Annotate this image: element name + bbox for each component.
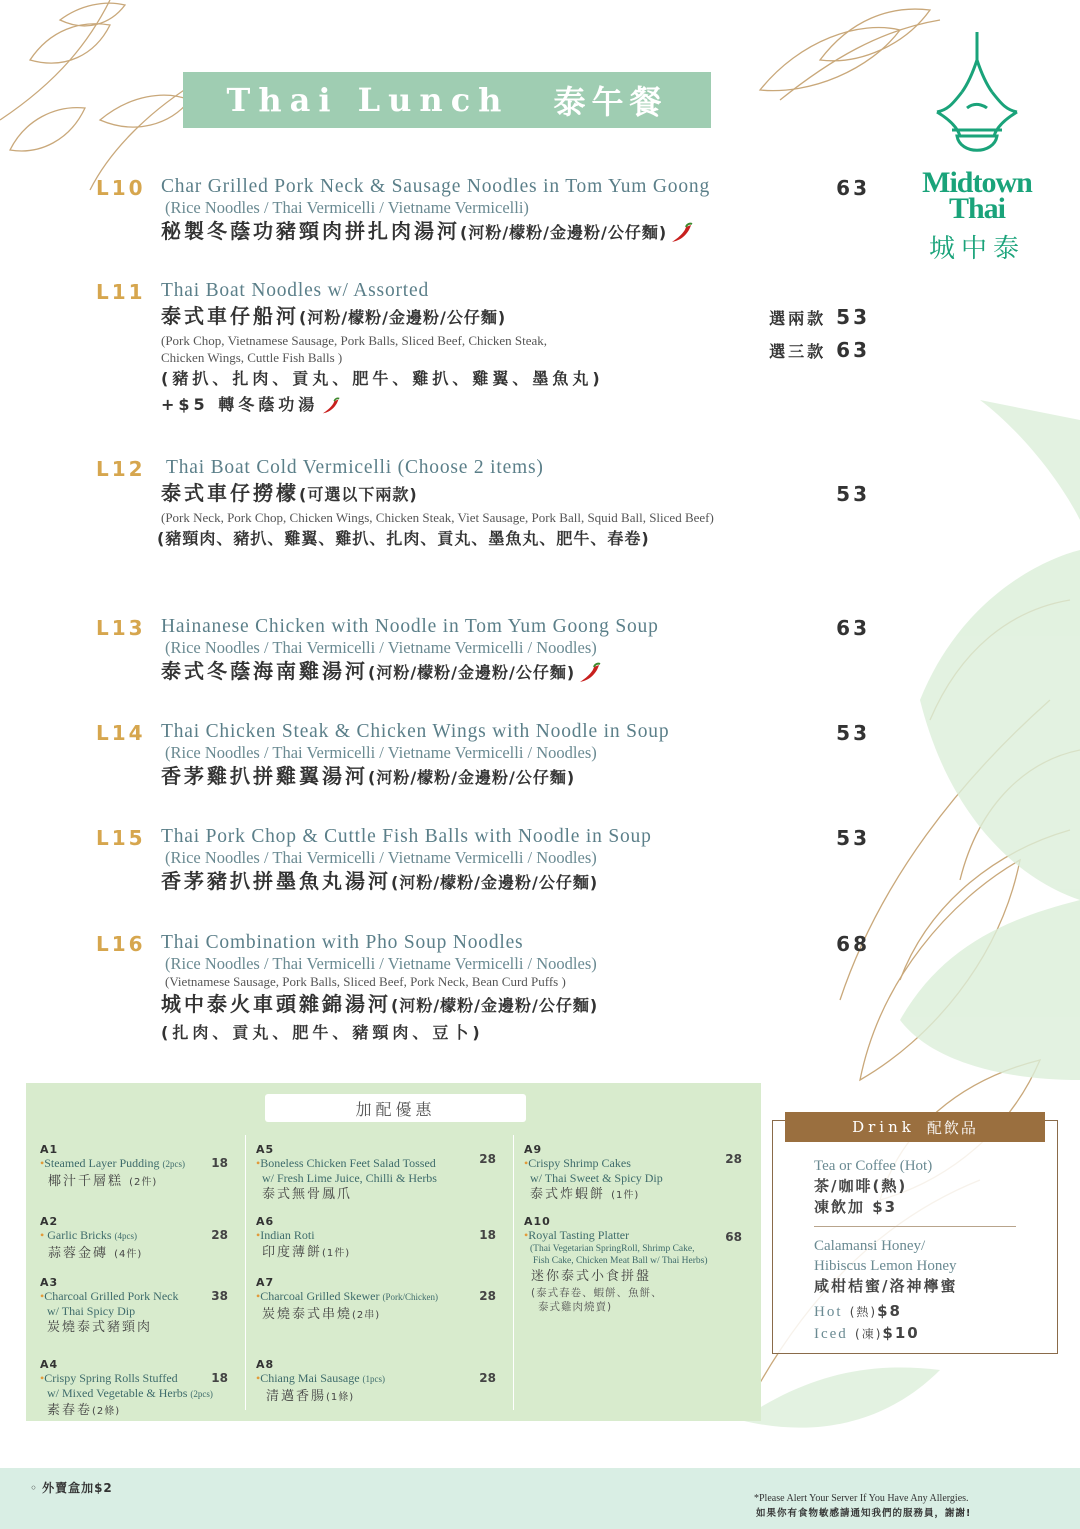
addon-a7 bbox=[256, 1276, 496, 1325]
addon-name-en: •Charcoal Grilled Pork Neck bbox=[40, 1289, 179, 1303]
drink-group-1 bbox=[814, 1156, 1034, 1218]
addon-name-en-2: w/ Thai Sweet & Spicy Dip bbox=[530, 1170, 663, 1185]
addon-name-zh: 炭燒泰式豬頸肉 bbox=[47, 1320, 153, 1335]
addon-a9 bbox=[524, 1143, 742, 1205]
logo-line1: Midtown bbox=[922, 166, 1032, 199]
item-name-en: Char Grilled Pork Neck & Sausage Noodles in Tom Yum Goong bbox=[161, 176, 711, 197]
item-name-en: Thai Pork Chop & Cuttle Fish Balls with Noodle in Soup bbox=[161, 826, 652, 847]
item-code: L15 bbox=[96, 826, 146, 850]
addon-name-en: •Royal Tasting Platter bbox=[524, 1228, 630, 1242]
drink-divider bbox=[814, 1226, 1016, 1227]
addon-desc-en-2: Fish Cake, Chicken Meat Ball w/ Thai Herbs) bbox=[533, 1255, 708, 1266]
addon-name-en: •Charcoal Grilled Skewer (Pork/Chicken) bbox=[256, 1289, 438, 1303]
item-noodle-options: (Rice Noodles / Thai Vermicelli / Vietname Vermicelli / Noodles) bbox=[165, 954, 597, 973]
addon-divider bbox=[513, 1135, 514, 1410]
drink-group-2 bbox=[814, 1236, 1034, 1345]
drink-iced-extra: 凍飲加 $3 bbox=[814, 1198, 898, 1216]
drink-name-en: Tea or Coffee (Hot) bbox=[814, 1158, 933, 1174]
allergy-note-en: *Please Alert Your Server If You Have Any Allergies. bbox=[754, 1493, 969, 1504]
addon-price: 28 bbox=[479, 1289, 496, 1303]
addon-code: A8 bbox=[256, 1358, 275, 1371]
chili-icon bbox=[577, 662, 603, 684]
addon-a4 bbox=[40, 1358, 228, 1421]
item-name-zh: 泰式冬蔭海南雞湯河(河粉/檬粉/金邊粉/公仔麵) bbox=[161, 657, 801, 687]
addon-a1 bbox=[40, 1143, 228, 1192]
menu-item-l11 bbox=[96, 280, 886, 415]
addon-name-en-2: w/ Fresh Lime Juice, Chilli & Herbs bbox=[262, 1170, 437, 1185]
addon-name-en: •Indian Roti bbox=[256, 1228, 315, 1242]
addon-code: A7 bbox=[256, 1276, 275, 1289]
menu-item-l16 bbox=[96, 932, 886, 1042]
addon-a10 bbox=[524, 1215, 742, 1314]
addon-price: 28 bbox=[211, 1228, 228, 1242]
drink-iced-price: Iced (凍)$10 bbox=[814, 1324, 920, 1342]
item-ingredients-zh: (扎肉、貢丸、肥牛、豬頸肉、豆卜) bbox=[161, 1023, 484, 1042]
addon-price: 18 bbox=[211, 1371, 228, 1385]
item-name-en: Thai Chicken Steak & Chicken Wings with Noodle in Soup bbox=[161, 721, 670, 742]
item-name-zh: 泰式車仔撈檬(可選以下兩款) bbox=[161, 481, 418, 505]
addon-code: A6 bbox=[256, 1215, 275, 1228]
allergy-note-zh: 如果你有食物敏感請通知我們的服務員，謝謝! bbox=[756, 1508, 972, 1519]
addon-desc-zh-2: 泰式雞肉燒賣) bbox=[538, 1300, 613, 1313]
addon-price: 38 bbox=[211, 1289, 228, 1303]
drink-title-en: Drink bbox=[852, 1118, 915, 1136]
addon-name-en: •Boneless Chicken Feet Salad Tossed bbox=[256, 1156, 436, 1170]
addon-price: 28 bbox=[479, 1152, 496, 1166]
item-ingredients-en: (Vietnamese Sausage, Pork Balls, Sliced Beef, Pork Neck, Bean Curd Puffs ) bbox=[165, 974, 566, 989]
item-name-en: Hainanese Chicken with Noodle in Tom Yum Goong Soup bbox=[161, 616, 659, 637]
drink-title-zh: 配飲品 bbox=[926, 1118, 978, 1137]
addon-name-en: • Garlic Bricks (4pcs) bbox=[40, 1228, 138, 1242]
menu-item-l13 bbox=[96, 616, 886, 686]
addon-price: 18 bbox=[479, 1228, 496, 1242]
item-code: L12 bbox=[96, 457, 146, 481]
item-noodle-options: (Rice Noodles / Thai Vermicelli / Vietname Vermicelli / Noodles) bbox=[165, 743, 597, 762]
addon-name-zh: 迷你泰式小食拼盤 bbox=[531, 1268, 652, 1284]
addon-code: A5 bbox=[256, 1143, 275, 1156]
takeaway-note: ◦ 外賣盒加$2 bbox=[30, 1481, 113, 1495]
chili-icon bbox=[320, 397, 342, 415]
item-noodle-options: (Rice Noodles / Thai Vermicelli / Vietname Vermicelli / Noodles) bbox=[165, 848, 597, 867]
item-price: 63 bbox=[836, 616, 870, 640]
item-name-zh: 泰式車仔船河(河粉/檬粉/金邊粉/公仔麵) bbox=[161, 304, 507, 328]
addon-name-en-2: w/ Mixed Vegetable & Herbs (2pcs) bbox=[47, 1385, 213, 1400]
item-noodle-options: (Rice Noodles / Thai Vermicelli / Vietname Vermicelli / Noodles) bbox=[165, 638, 597, 657]
addon-code: A3 bbox=[40, 1276, 59, 1289]
addon-name-zh: 泰式炸蝦餅 (1件) bbox=[530, 1187, 640, 1202]
choice-two: 選兩款 53 bbox=[769, 305, 870, 329]
addon-name-en: •Steamed Layer Pudding (2pcs) bbox=[40, 1156, 186, 1170]
addon-price: 28 bbox=[725, 1152, 742, 1166]
item-name-zh: 香茅雞扒拼雞翼湯河(河粉/檬粉/金邊粉/公仔麵) bbox=[161, 764, 576, 788]
logo bbox=[912, 30, 1042, 264]
addon-price: 18 bbox=[211, 1156, 228, 1170]
item-name-zh: 城中泰火車頭雜錦湯河(河粉/檬粉/金邊粉/公仔麵) bbox=[161, 992, 599, 1016]
addon-name-en: •Crispy Shrimp Cakes bbox=[524, 1156, 631, 1170]
temple-icon bbox=[922, 30, 1032, 170]
logo-line2: Thai bbox=[948, 192, 1006, 225]
addon-price: 28 bbox=[479, 1371, 496, 1385]
title-en: Thai Lunch bbox=[226, 81, 510, 119]
addon-a3 bbox=[40, 1276, 228, 1337]
item-price: 53 bbox=[836, 482, 870, 506]
item-name-en: Thai Boat Cold Vermicelli (Choose 2 items) bbox=[166, 457, 544, 478]
addon-name-zh: 清邁香腸(1條) bbox=[266, 1388, 355, 1404]
drink-name-en-2: Hibiscus Lemon Honey bbox=[814, 1258, 957, 1274]
addon-a8 bbox=[256, 1358, 496, 1407]
title-zh: 泰午餐 bbox=[553, 83, 668, 121]
item-name-en: Thai Boat Noodles w/ Assorted bbox=[161, 280, 430, 301]
item-name-en: Thai Combination with Pho Soup Noodles bbox=[161, 932, 524, 953]
addon-name-zh: 泰式無骨鳳爪 bbox=[262, 1187, 353, 1202]
drink-header bbox=[785, 1112, 1045, 1142]
addon-name-zh: 蒜蓉金磚 (4件) bbox=[48, 1245, 143, 1261]
item-extra: +$5 轉冬蔭功湯 bbox=[161, 392, 801, 418]
menu-item-l10 bbox=[96, 176, 886, 246]
item-name-zh: 秘製冬蔭功豬頸肉拼扎肉湯河(河粉/檬粉/金邊粉/公仔麵) bbox=[161, 217, 801, 247]
addon-code: A4 bbox=[40, 1358, 59, 1371]
item-price: 53 bbox=[836, 721, 870, 745]
choice-three: 選三款 63 bbox=[769, 338, 870, 362]
addon-a2 bbox=[40, 1215, 228, 1264]
addon-name-zh: 椰汁千層糕 (2件) bbox=[48, 1173, 158, 1189]
addon-code: A9 bbox=[524, 1143, 543, 1156]
menu-item-l12 bbox=[96, 457, 886, 552]
item-name-zh: 香茅豬扒拼墨魚丸湯河(河粉/檬粉/金邊粉/公仔麵) bbox=[161, 869, 599, 893]
addon-a6 bbox=[256, 1215, 496, 1263]
item-ingredients-zh: (豬頸肉、豬扒、雞翼、雞扒、扎肉、貢丸、墨魚丸、肥牛、春卷) bbox=[157, 529, 650, 548]
menu-item-l14 bbox=[96, 721, 886, 791]
title-banner bbox=[183, 72, 711, 128]
addon-name-zh: 印度薄餅(1件) bbox=[262, 1244, 351, 1260]
menu-item-l15 bbox=[96, 826, 886, 896]
addon-divider bbox=[245, 1135, 246, 1410]
item-code: L10 bbox=[96, 176, 146, 200]
item-code: L11 bbox=[96, 280, 146, 304]
addon-name-en: •Chiang Mai Sausage (1pcs) bbox=[256, 1371, 386, 1385]
item-price: 63 bbox=[836, 176, 870, 200]
drink-name-en: Calamansi Honey/ bbox=[814, 1238, 926, 1254]
item-ingredients-zh: (豬扒、扎肉、貢丸、肥牛、雞扒、雞翼、墨魚丸) bbox=[161, 369, 604, 388]
addon-name-en: •Crispy Spring Rolls Stuffed bbox=[40, 1371, 178, 1385]
addon-a5 bbox=[256, 1143, 496, 1204]
addon-name-zh: 炭燒泰式串燒(2串) bbox=[262, 1306, 381, 1322]
addon-code: A2 bbox=[40, 1215, 59, 1228]
addon-name-en-2: w/ Thai Spicy Dip bbox=[47, 1303, 136, 1318]
addon-name-zh: 素春卷(2條) bbox=[47, 1403, 121, 1418]
drink-name-zh: 咸柑桔蜜/洛神檸蜜 bbox=[814, 1277, 958, 1295]
addon-code: A1 bbox=[40, 1143, 59, 1156]
item-code: L14 bbox=[96, 721, 146, 745]
item-ingredients-en: (Pork Neck, Pork Chop, Chicken Wings, Chicken Steak, Viet Sausage, Pork Ball, Squid Ball, Sliced Beef) bbox=[161, 510, 714, 525]
logo-zh: 城中泰 bbox=[928, 234, 1025, 264]
item-ingredients-en: (Pork Chop, Vietnamese Sausage, Pork Balls, Sliced Beef, Chicken Steak, bbox=[161, 333, 548, 348]
item-noodle-options: (Rice Noodles / Thai Vermicelli / Vietname Vermicelli) bbox=[165, 198, 529, 217]
addon-code: A10 bbox=[524, 1215, 551, 1228]
item-price: 53 bbox=[836, 826, 870, 850]
item-code: L16 bbox=[96, 932, 146, 956]
addon-desc-zh: (泰式春卷、蝦餅、魚餅、 bbox=[531, 1286, 663, 1299]
drink-hot-price: Hot (熱)$8 bbox=[814, 1302, 902, 1320]
addon-title: 加配優惠 bbox=[265, 1094, 526, 1122]
addon-desc-en: (Thai Vegetarian SpringRoll, Shrimp Cake, bbox=[530, 1243, 695, 1254]
item-ingredients-en-2: Chicken Wings, Cuttle Fish Balls ) bbox=[161, 350, 343, 365]
item-price: 68 bbox=[836, 932, 870, 956]
chili-icon bbox=[669, 222, 695, 244]
item-code: L13 bbox=[96, 616, 146, 640]
drink-name-zh: 茶/咖啡(熱) bbox=[814, 1177, 908, 1195]
addon-price: 68 bbox=[725, 1230, 742, 1244]
